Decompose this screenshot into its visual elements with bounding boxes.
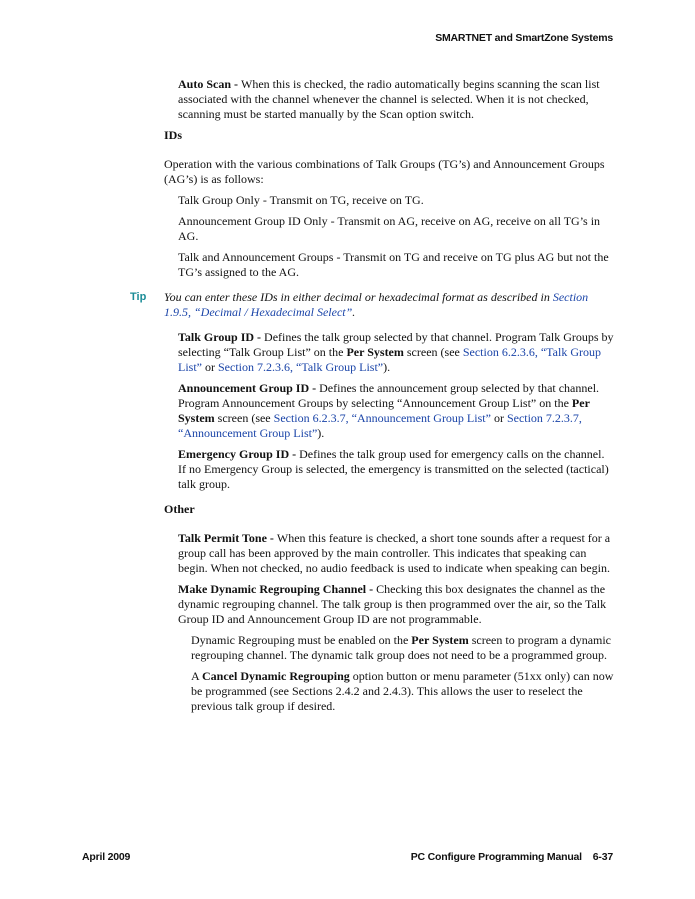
talk-permit-tone-label: Talk Permit Tone - (178, 531, 277, 545)
announcement-group-id-text-4: ). (317, 426, 325, 440)
emergency-group-id-paragraph (164, 447, 614, 492)
talk-group-id-paragraph (164, 330, 614, 375)
emergency-group-id-label: Emergency Group ID - (178, 447, 300, 461)
talk-group-list-link-6[interactable]: Section 6.2.3.6, “Talk Group List” (178, 345, 601, 374)
announcement-group-id-text-3: or (490, 411, 507, 425)
auto-scan-paragraph (164, 77, 614, 122)
ids-item-announcement-only: Announcement Group ID Only - Transmit on AG, receive on AG, receive on all TG’s in AG. (178, 214, 601, 243)
other-heading: Other (164, 502, 195, 516)
announcement-group-list-link-6[interactable]: Section 6.2.3.7, “Announcement Group List” (273, 411, 491, 425)
tip-end: . (352, 305, 356, 319)
running-header: SMARTNET and SmartZone Systems (435, 32, 613, 44)
talk-permit-tone-paragraph (164, 531, 614, 576)
dynamic-regrouping-text: Checking this box designates the channel as the dynamic regrouping channel. The talk group is then programmed over the air, so the Talk Group ID and Announcement Group ID are not programmable. (178, 582, 607, 626)
tip-block (130, 290, 614, 320)
cancel-note-text: A (191, 669, 203, 683)
cancel-note-text-2: option button or menu parameter (51xx only) can now be programmed (see Sections 2.4.2 and 2.4.3). This allows the user to reselect the previous talk group if desired. (191, 669, 614, 713)
announcement-group-id-label: Announcement Group ID - (178, 381, 320, 395)
announcement-group-id-text: Defines the announcement group selected by that channel. Program Announcement Groups by selecting “Announcement Group List” on the (178, 381, 600, 410)
dynamic-regrouping-paragraph (164, 582, 614, 627)
footer-page-number: 6-37 (592, 851, 613, 863)
per-system-term: Per System (346, 345, 404, 359)
talk-group-id-text-4: ). (383, 360, 391, 374)
talk-group-list-link-7[interactable]: Section 7.2.3.6, “Talk Group List” (218, 360, 384, 374)
dynamic-regrouping-note (164, 633, 614, 663)
dynamic-note-text: Dynamic Regrouping must be enabled on the (191, 633, 412, 647)
ids-heading: IDs (164, 128, 183, 142)
ids-item-talk-group-only: Talk Group Only - Transmit on TG, receive on TG. (178, 193, 424, 207)
talk-permit-tone-text: When this feature is checked, a short tone sounds after a request for a group call has been approved by the main controller. This indicates that speaking can begin. When not checked, no audio feedback is used to indicate when speaking can begin. (178, 531, 611, 575)
dynamic-regrouping-label: Make Dynamic Regrouping Channel - (178, 582, 377, 596)
tip-section-link[interactable]: Section 1.9.5, “Decimal / Hexadecimal Select” (164, 290, 589, 319)
talk-group-id-label: Talk Group ID - (178, 330, 265, 344)
announcement-group-list-link-7[interactable]: Section 7.2.3.7, “Announcement Group List” (178, 411, 582, 440)
ids-intro: Operation with the various combinations of Talk Groups (TG’s) and Announcement Groups (AG’s) is as follows: (164, 157, 605, 186)
cancel-dynamic-regrouping-note (164, 669, 614, 714)
auto-scan-text: When this is checked, the radio automatically begins scanning the scan list associated with the channel whenever the channel is selected. When it is not checked, scanning must be started manually by the Scan option switch. (178, 77, 600, 121)
talk-group-id-text-2: screen (see (403, 345, 463, 359)
dynamic-note-text-2: screen to program a dynamic regrouping channel. The dynamic talk group does not need to be a programmed group. (191, 633, 612, 662)
announcement-group-id-paragraph (164, 381, 614, 441)
footer-date: April 2009 (82, 851, 131, 863)
auto-scan-label: Auto Scan - (178, 77, 242, 91)
cancel-dynamic-regrouping-term: Cancel Dynamic Regrouping (202, 669, 350, 683)
talk-group-id-text: Defines the talk group selected by that channel. Program Talk Groups by selecting “Talk Group List” on the (178, 330, 614, 359)
emergency-group-id-text: Defines the talk group used for emergency calls on the channel. If no Emergency Group is selected, the emergency is transmitted on the selected (tactical) talk group. (178, 447, 609, 491)
footer-manual-info (411, 851, 613, 863)
page-body (130, 77, 614, 720)
footer-manual-title: PC Configure Programming Manual (410, 851, 582, 863)
per-system-term: Per System (178, 396, 590, 425)
tip-label: Tip (130, 291, 147, 303)
talk-group-id-text-3: or (202, 360, 218, 374)
tip-text-body: You can enter these IDs in either decimal or hexadecimal format as described in (164, 290, 553, 304)
announcement-group-id-text-2: screen (see (214, 411, 274, 425)
tip-text (164, 290, 614, 320)
per-system-term: Per System (411, 633, 469, 647)
ids-item-talk-and-announcement: Talk and Announcement Groups - Transmit on TG and receive on TG plus AG but not the TG’s assigned to the AG. (178, 250, 609, 279)
